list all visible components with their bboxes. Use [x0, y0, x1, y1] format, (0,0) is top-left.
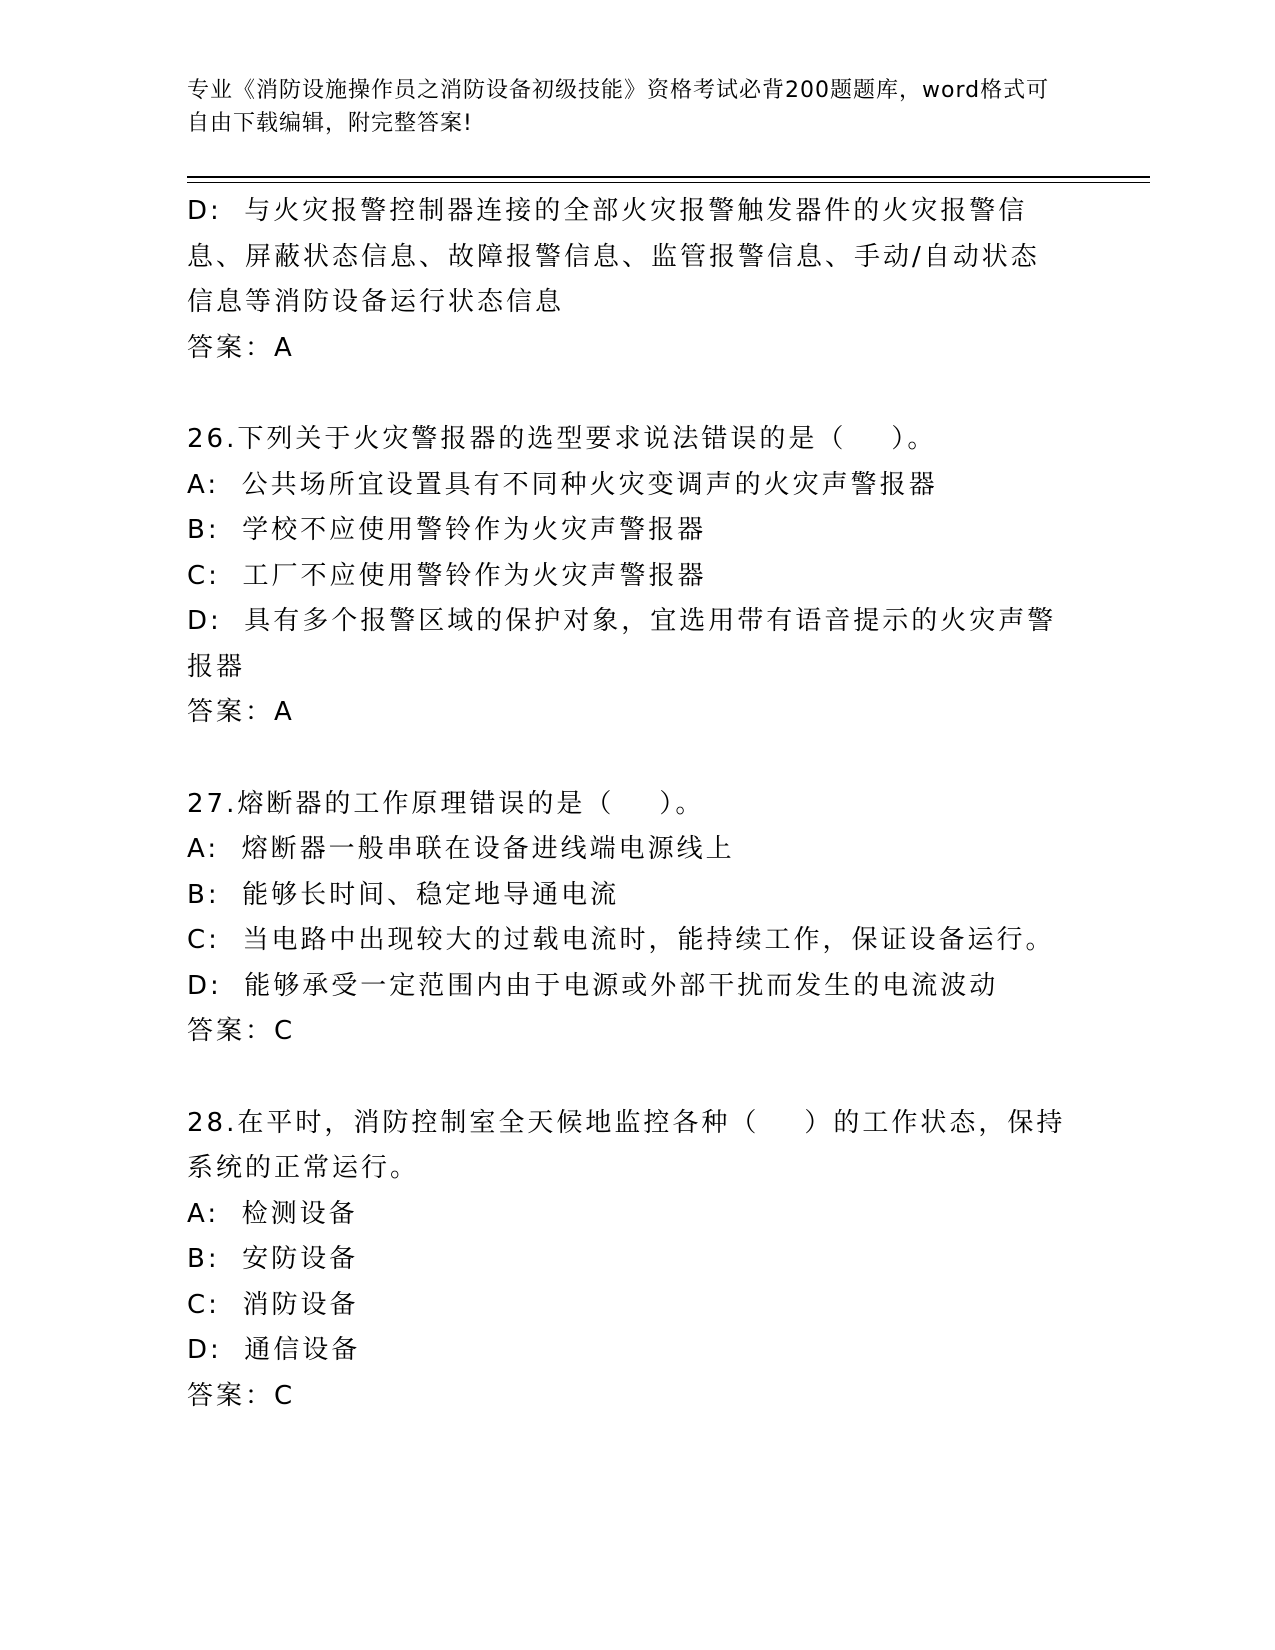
option-d: D: 通信设备 [187, 1335, 361, 1365]
question-stem: 27.熔断器的工作原理错误的是（ ）。 [187, 788, 705, 819]
header-divider-thick [187, 176, 1150, 178]
answer: 答案：A [187, 697, 295, 727]
option-a: A: 检测设备 [187, 1198, 358, 1229]
option-b: B: 安防设备 [187, 1244, 359, 1274]
option-a: A: 公共场所宜设置具有不同种火灾变调声的火灾声警报器 [187, 469, 938, 500]
option-d: D: 具有多个报警区域的保护对象，宜选用带有语音提示的火灾声警报器 [187, 606, 1057, 682]
option-b: B: 能够长时间、稳定地导通电流 [187, 879, 620, 910]
option-c: C: 消防设备 [187, 1289, 359, 1320]
option-d: D: 能够承受一定范围内由于电源或外部干扰而发生的电流波动 [187, 970, 999, 1001]
answer: 答案：C [187, 1380, 296, 1411]
question-26 [187, 417, 1067, 736]
option-c: C: 当电路中出现较大的过载电流时，能持续工作，保证设备运行。 [187, 925, 1055, 955]
option-b: B: 学校不应使用警铃作为火灾声警报器 [187, 515, 707, 545]
option-c: C: 工厂不应使用警铃作为火灾声警报器 [187, 560, 707, 591]
header-divider-thin [187, 182, 1150, 183]
option-a: A: 熔断器一般串联在设备进线端电源线上 [187, 834, 735, 864]
prev-question-answer: 答案：A [187, 332, 295, 363]
prev-question-option-d: D: 与火灾报警控制器连接的全部火灾报警触发器件的火灾报警信息、屏蔽状态信息、故障报警信息、监管报警信息、手动/自动状态信息等消防设备运行状态信息 [187, 196, 1040, 317]
answer: 答案：C [187, 1016, 296, 1046]
question-stem: 28.在平时，消防控制室全天候地监控各种（ ）的工作状态，保持系统的正常运行。 [187, 1107, 1066, 1183]
question-28 [187, 1101, 1067, 1420]
question-stem: 26.下列关于火灾警报器的选型要求说法错误的是（ ）。 [187, 424, 937, 454]
question-27 [187, 782, 1067, 1055]
document-header: 专业《消防设施操作员之消防设备初级技能》资格考试必背200题题库，word格式可自由下载编辑，附完整答案! [187, 78, 1050, 136]
question-content [187, 189, 1067, 1465]
